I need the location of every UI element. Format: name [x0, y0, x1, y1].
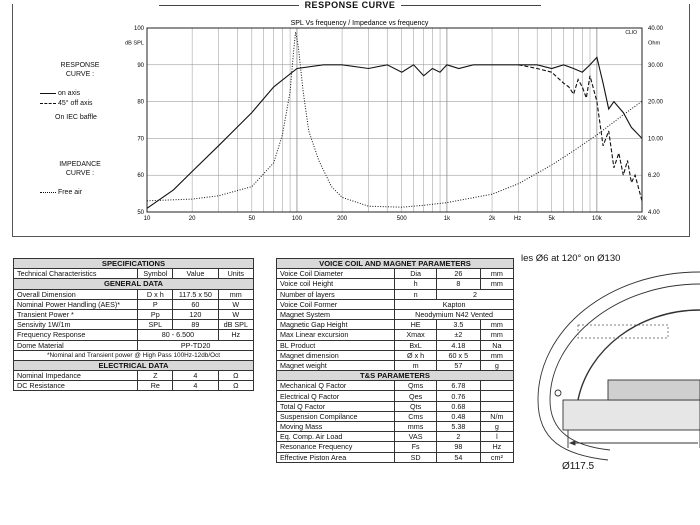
- y-left-unit: dB SPL: [125, 40, 144, 47]
- specifications-table: [13, 258, 254, 391]
- electrical-cell: Z: [138, 371, 173, 381]
- impedance-legend-line2: CURVE :: [65, 170, 95, 177]
- ts-cell: Fs: [395, 442, 437, 452]
- ts-cell: 0.48: [436, 411, 480, 421]
- magnet-cell: Max Linear excursion: [277, 330, 395, 340]
- electrical-cell: Ω: [218, 371, 253, 381]
- general-cell: 117.5 x 50: [173, 289, 218, 299]
- x-tick-label: 20: [188, 216, 196, 222]
- voice-coil-cell: Voice Coil Diameter: [277, 269, 395, 279]
- ts-cell: 2: [436, 432, 480, 442]
- voice-coil-cell: Voice coil Height: [277, 279, 395, 289]
- ts-cell: Mechanical Q Factor: [277, 381, 395, 391]
- voice-coil-cell: Dia: [395, 269, 437, 279]
- magnet-cell: BL Product: [277, 340, 395, 350]
- ts-cell: g: [480, 422, 513, 432]
- ts-cell: [480, 381, 513, 391]
- magnet-system-label: Magnet System: [277, 309, 395, 319]
- magnet-cell: 3.5: [436, 320, 480, 330]
- magnet-cell: mm: [480, 330, 513, 340]
- y-left-tick-label: 80: [137, 99, 144, 106]
- impedance-legend-line1: IMPEDANCE: [59, 161, 101, 168]
- y-right-tick-label: 10.00: [648, 136, 664, 143]
- x-unit-label: Hz: [513, 216, 522, 222]
- freq-response-value: 80 - 6.500: [138, 330, 218, 340]
- spec-col-value: Value: [173, 269, 218, 279]
- magnet-cell: HE: [395, 320, 437, 330]
- voice-coil-cell: mm: [480, 269, 513, 279]
- table-row: [277, 401, 514, 411]
- ts-cell: Qms: [395, 381, 437, 391]
- legend-baffle: On IEC baffle: [55, 114, 97, 121]
- magnet-cell: mm: [480, 320, 513, 330]
- x-tick-label: 200: [337, 216, 348, 222]
- magnet-cell: mm: [480, 350, 513, 360]
- ts-cell: 5.38: [436, 422, 480, 432]
- ts-cell: Qes: [395, 391, 437, 401]
- dome-material-label: Dome Material: [14, 340, 138, 350]
- layers-symbol: n: [395, 289, 437, 299]
- clio-label: CLIO: [625, 30, 637, 36]
- ts-cell: Total Q Factor: [277, 401, 395, 411]
- voice-coil-title: VOICE COIL AND MAGNET PARAMETERS: [277, 259, 514, 269]
- magnet-cell: Na: [480, 340, 513, 350]
- voice-coil-cell: h: [395, 279, 437, 289]
- table-row: [14, 309, 254, 319]
- table-row: [277, 442, 514, 452]
- electrical-cell: DC Resistance: [14, 381, 138, 391]
- y-right-tick-label: 20.00: [648, 99, 664, 106]
- series-free-air-line: [147, 32, 642, 207]
- former-value: Kapton: [395, 299, 514, 309]
- ts-cell: Resonance Frequency: [277, 442, 395, 452]
- mounting-holes-label: les Ø6 at 120° on Ø130: [521, 253, 621, 264]
- layers-label: Number of layers: [277, 289, 395, 299]
- magnet-section: [608, 380, 700, 400]
- spec-col-units: Units: [218, 269, 253, 279]
- magnet-cell: g: [480, 360, 513, 370]
- ts-title: T&S PARAMETERS: [277, 371, 514, 381]
- x-tick-label: 50: [248, 216, 256, 222]
- x-tick-label: 10k: [592, 216, 602, 222]
- response-chart: [0, 0, 700, 240]
- layers-value: 2: [436, 289, 513, 299]
- cone-outline: [578, 325, 668, 338]
- ts-cell: VAS: [395, 432, 437, 442]
- voice-coil-cell: mm: [480, 279, 513, 289]
- ts-cell: 0.76: [436, 391, 480, 401]
- table-row: [14, 299, 254, 309]
- ts-cell: 98: [436, 442, 480, 452]
- chart-title: SPL Vs frequency / Impedance vs frequency: [290, 20, 429, 27]
- speaker-drawing: [518, 250, 700, 480]
- general-cell: 60: [173, 299, 218, 309]
- general-cell: SPL: [138, 320, 173, 330]
- magnet-cell: 57: [436, 360, 480, 370]
- dome-material-value: PP-TD20: [138, 340, 254, 350]
- ts-cell: [480, 401, 513, 411]
- general-cell: W: [218, 299, 253, 309]
- general-data-title: GENERAL DATA: [14, 279, 254, 289]
- general-cell: W: [218, 309, 253, 319]
- ts-cell: Moving Mass: [277, 422, 395, 432]
- magnet-system-value: Neodymium N42 Vented: [395, 309, 514, 319]
- plot-border: [147, 28, 642, 212]
- electrical-cell: Nominal Impedance: [14, 371, 138, 381]
- legend-on-axis-label: on axis: [57, 90, 81, 97]
- general-cell: P: [138, 299, 173, 309]
- dim-arrow-left: [570, 441, 575, 445]
- x-tick-label: 10: [143, 216, 151, 222]
- general-cell: Transient Power *: [14, 309, 138, 319]
- table-row: [277, 330, 514, 340]
- ts-cell: N/m: [480, 411, 513, 421]
- freq-response-label: Frequency Response: [14, 330, 138, 340]
- x-tick-label: 20k: [637, 216, 647, 222]
- general-cell: mm: [218, 289, 253, 299]
- motor-section: [563, 400, 700, 430]
- y-left-tick-label: 50: [137, 210, 144, 216]
- table-row: [14, 320, 254, 330]
- diameter-label: Ø117.5: [562, 461, 595, 472]
- general-cell: Sensivity 1W/1m: [14, 320, 138, 330]
- x-tick-label: 2k: [488, 216, 496, 222]
- magnet-cell: ±2: [436, 330, 480, 340]
- mounting-hole: [555, 390, 561, 396]
- freq-response-unit: Hz: [218, 330, 253, 340]
- y-right-tick-label: 4.00: [648, 210, 660, 216]
- table-row: [14, 371, 254, 381]
- ts-cell: Hz: [480, 442, 513, 452]
- table-row: [277, 279, 514, 289]
- y-right-unit: Ohm: [648, 40, 661, 47]
- ts-cell: 54: [436, 452, 480, 462]
- x-tick-label: 500: [396, 216, 407, 222]
- table-row: [277, 320, 514, 330]
- magnet-cell: 60 x 5: [436, 350, 480, 360]
- ts-cell: l: [480, 432, 513, 442]
- ts-cell: Eq. Comp. Air Load: [277, 432, 395, 442]
- general-cell: Nominal Power Handling (AES)*: [14, 299, 138, 309]
- magnet-cell: Ø x h: [395, 350, 437, 360]
- voice-coil-table: [276, 258, 514, 463]
- y-left-tick-label: 90: [137, 62, 144, 69]
- y-left-tick-label: 100: [133, 26, 144, 32]
- ts-cell: Cms: [395, 411, 437, 421]
- power-note: *Nominal and Transient power @ High Pass 100Hz-12db/Oct: [14, 350, 254, 360]
- x-tick-label: 1k: [443, 216, 451, 222]
- x-tick-label: 5k: [548, 216, 555, 222]
- legend-off-axis-label: 45° off axis: [57, 100, 93, 107]
- electrical-data-title: ELECTRICAL DATA: [14, 360, 254, 370]
- y-right-tick-label: 30.00: [648, 62, 664, 69]
- magnet-cell: m: [395, 360, 437, 370]
- table-row: [277, 350, 514, 360]
- magnet-cell: Magnet dimension: [277, 350, 395, 360]
- general-cell: 89: [173, 320, 218, 330]
- series-on-axis-line: [147, 57, 642, 208]
- table-row: [277, 452, 514, 462]
- magnet-cell: Magnetic Gap Height: [277, 320, 395, 330]
- response-legend-line1: RESPONSE: [60, 62, 100, 69]
- table-row: [277, 432, 514, 442]
- y-right-tick-label: 40.00: [648, 26, 664, 32]
- electrical-cell: 4: [173, 371, 218, 381]
- y-left-tick-label: 60: [137, 173, 144, 180]
- general-cell: dB SPL: [218, 320, 253, 330]
- table-row: [277, 411, 514, 421]
- magnet-cell: 4.18: [436, 340, 480, 350]
- voice-coil-cell: 26: [436, 269, 480, 279]
- spec-col-characteristic: Technical Characteristics: [14, 269, 138, 279]
- voice-coil-cell: 8: [436, 279, 480, 289]
- ts-cell: 0.68: [436, 401, 480, 411]
- magnet-cell: BxL: [395, 340, 437, 350]
- general-cell: D x h: [138, 289, 173, 299]
- response-curve-title: RESPONSE CURVE: [0, 0, 700, 10]
- ts-cell: Qts: [395, 401, 437, 411]
- former-label: Voice Coil Former: [277, 299, 395, 309]
- y-left-tick-label: 70: [137, 136, 144, 143]
- magnet-cell: Magnet weight: [277, 360, 395, 370]
- table-row: [277, 360, 514, 370]
- table-row: [277, 422, 514, 432]
- ts-cell: Effective Piston Area: [277, 452, 395, 462]
- general-cell: 120: [173, 309, 218, 319]
- table-row: [277, 391, 514, 401]
- table-row: [277, 340, 514, 350]
- general-cell: Overall Dimension: [14, 289, 138, 299]
- y-right-tick-label: 6.20: [648, 173, 660, 180]
- table-row: [14, 289, 254, 299]
- table-row: [277, 269, 514, 279]
- ts-cell: Electrical Q Factor: [277, 391, 395, 401]
- table-row: [14, 381, 254, 391]
- table-row: [277, 381, 514, 391]
- ts-cell: SD: [395, 452, 437, 462]
- electrical-cell: Ω: [218, 381, 253, 391]
- x-tick-label: 100: [291, 216, 302, 222]
- spec-col-symbol: Symbol: [138, 269, 173, 279]
- electrical-cell: 4: [173, 381, 218, 391]
- ts-cell: mms: [395, 422, 437, 432]
- ts-cell: Suspension Compilance: [277, 411, 395, 421]
- magnet-cell: Xmax: [395, 330, 437, 340]
- legend-free-air-label: Free air: [57, 189, 83, 196]
- general-cell: Pp: [138, 309, 173, 319]
- spec-title: SPECIFICATIONS: [14, 259, 254, 269]
- response-legend-line2: CURVE :: [65, 71, 95, 78]
- ts-cell: cm²: [480, 452, 513, 462]
- ts-cell: 6.78: [436, 381, 480, 391]
- electrical-cell: Re: [138, 381, 173, 391]
- ts-cell: [480, 391, 513, 401]
